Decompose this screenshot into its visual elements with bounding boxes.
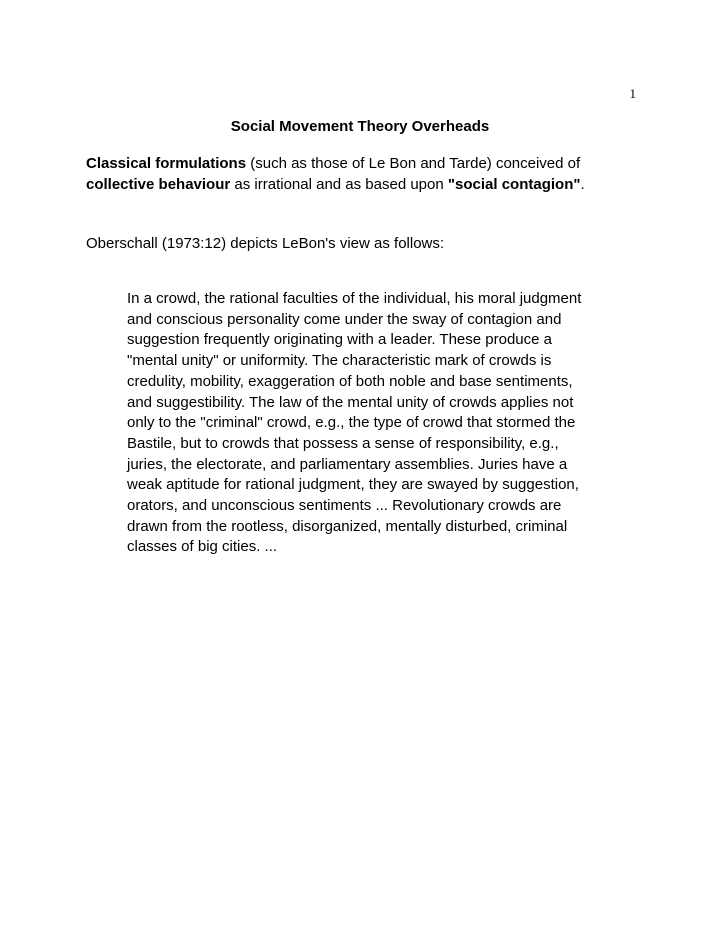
intro-paragraph: [86, 153, 646, 195]
intro-text-1: (such as those of Le Bon and Tarde) conceived of: [246, 155, 581, 172]
term-social-contagion: "social contagion": [447, 176, 581, 193]
quote-line: weak aptitude for rational judgment, they are swayed by suggestion,: [127, 476, 579, 494]
quote-line: classes of big cities. ...: [127, 538, 278, 556]
intro-text-3: .: [580, 176, 585, 193]
term-collective-behaviour: collective behaviour: [86, 176, 231, 193]
quote-line: drawn from the rootless, disorganized, mentally disturbed, criminal: [127, 517, 568, 535]
page-number: 1: [629, 86, 636, 101]
quote-line: and conscious personality come under the sway of contagion and: [127, 310, 562, 328]
quote-line: and suggestibility. The law of the mental unity of crowds applies not: [127, 393, 574, 411]
page-title: Social Movement Theory Overheads: [230, 118, 490, 135]
quote-line: credulity, mobility, exaggeration of both noble and base sentiments,: [127, 372, 573, 390]
quote-line: suggestion frequently originating with a leader. These produce a: [127, 331, 553, 349]
term-classical-formulations: Classical formulations: [86, 155, 247, 172]
quote-line: juries, the electorate, and parliamentary assemblies. Juries have a: [127, 455, 568, 473]
quote-line: In a crowd, the rational faculties of the individual, his moral judgment: [127, 290, 582, 307]
quote-line: "mental unity" or uniformity. The characteristic mark of crowds is: [127, 352, 552, 370]
citation-paragraph: Oberschall (1973:12) depicts LeBon's view as follows:: [86, 235, 445, 252]
block-quote: [127, 289, 637, 558]
quote-line: orators, and unconscious sentiments ... Revolutionary crowds are: [127, 497, 562, 515]
quote-line: Bastile, but to crowds that possess a sense of responsibility, e.g.,: [127, 434, 559, 452]
quote-line: only to the "criminal" crowd, e.g., the type of crowd that stormed the: [127, 414, 576, 432]
intro-text-2: as irrational and as based upon: [230, 176, 448, 193]
